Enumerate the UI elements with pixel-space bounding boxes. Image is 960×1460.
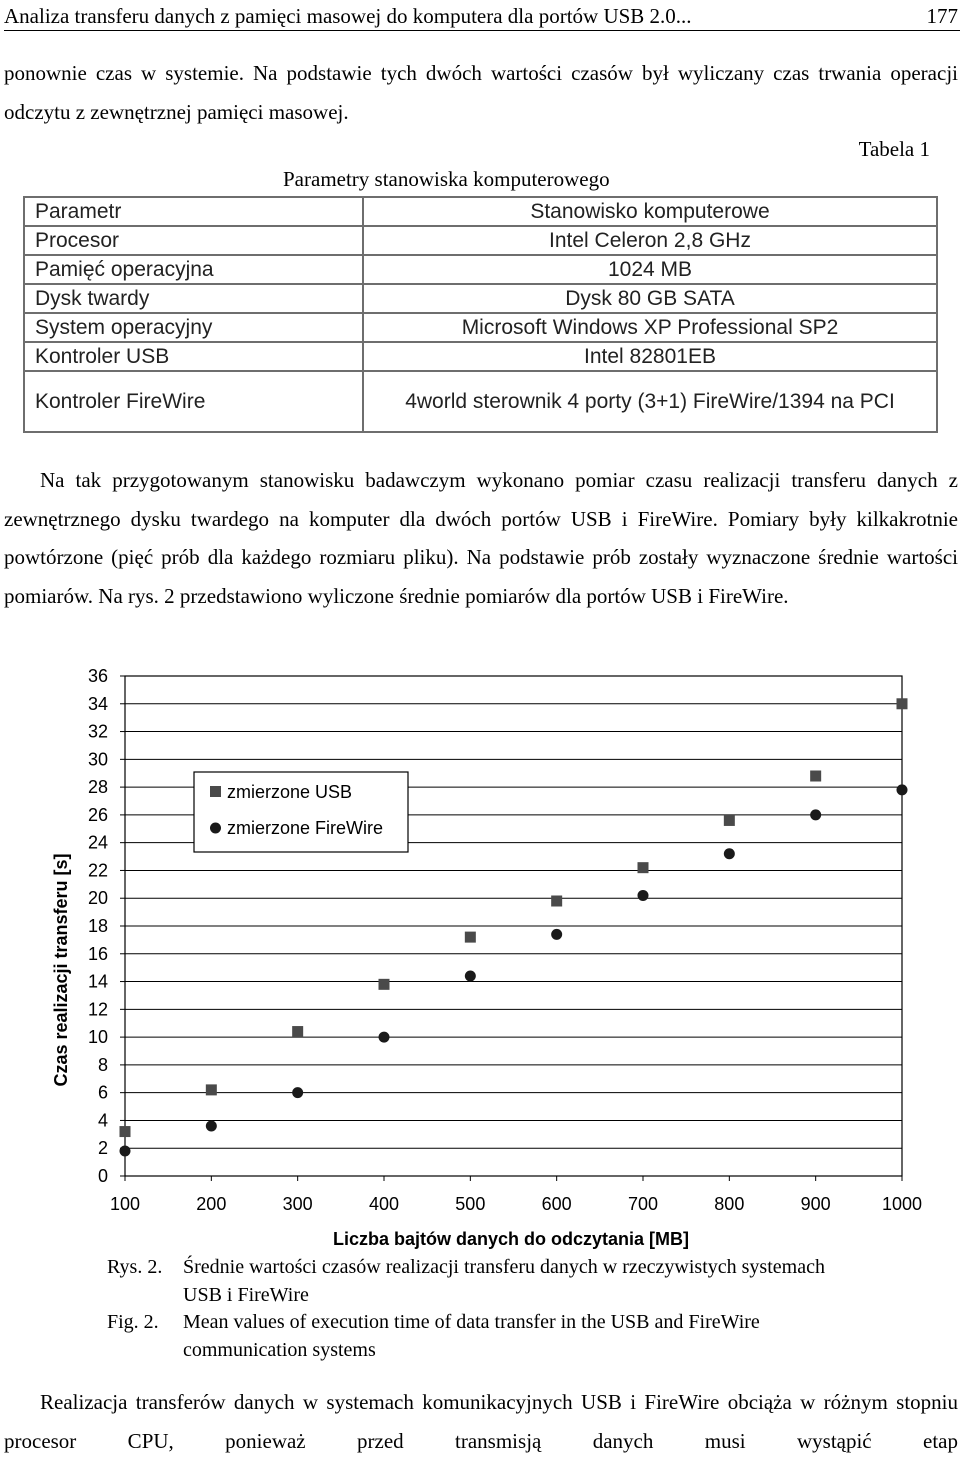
y-tick-label: 28 xyxy=(87,777,108,798)
y-tick-label: 6 xyxy=(97,1082,108,1103)
table-cell-param: Procesor xyxy=(24,226,363,255)
table-row xyxy=(24,371,937,432)
usb-point xyxy=(897,698,908,709)
y-tick-label: 14 xyxy=(87,971,108,992)
table-label: Tabela 1 xyxy=(858,137,930,161)
table-header-param: Parametr xyxy=(24,197,363,226)
x-tick-labels xyxy=(110,1194,922,1214)
legend-label-usb: zmierzone USB xyxy=(227,782,353,802)
y-tick-label: 16 xyxy=(87,943,108,964)
table-cell-value: Dysk 80 GB SATA xyxy=(363,284,937,313)
usb-point xyxy=(206,1084,217,1095)
legend xyxy=(194,772,408,852)
y-tick-label: 8 xyxy=(97,1054,108,1075)
firewire-point xyxy=(551,929,562,940)
firewire-point xyxy=(206,1121,217,1132)
y-axis-label: Czas realizacji transferu [s] xyxy=(51,853,71,1087)
paragraph-bottom: Realizacja transferów danych w systemach komunikacyjnych USB i FireWire obciąża w różnym stopniu procesor CPU, ponieważ przed transmisją danych musi wystąpić etap xyxy=(4,1390,958,1453)
y-tick-label: 26 xyxy=(87,804,108,825)
table-cell-value: 4world sterownik 4 porty (3+1) FireWire/1394 na PCI xyxy=(363,371,937,432)
x-tick-label: 800 xyxy=(714,1194,745,1214)
y-tick-label: 22 xyxy=(87,860,108,881)
usb-point xyxy=(724,815,735,826)
transfer-time-chart xyxy=(40,662,940,1254)
table-cell-value: Microsoft Windows XP Professional SP2 xyxy=(363,313,937,342)
figure-caption-en xyxy=(107,1309,867,1369)
table-cell-param: Kontroler FireWire xyxy=(24,371,363,432)
paragraph-mid: Na tak przygotowanym stanowisku badawczym wykonano pomiar czasu realizacji transferu danych z zewnętrznego dysku twardego na komputer dla dwóch portów USB i FireWire. Pomiary były kilkakrotnie powtórzone (pięć prób dla każdego rozmiaru pliku). Na podstawie prób zostały wyznaczone średnie wartości pomiarów. Na rys. 2 przedstawiono wyliczone średnie pomiarów dla portów USB i FireWire. xyxy=(4,468,958,608)
x-tick-label: 900 xyxy=(800,1194,831,1214)
usb-point xyxy=(551,896,562,907)
usb-point xyxy=(810,771,821,782)
firewire-point xyxy=(120,1146,131,1157)
x-tick-label: 700 xyxy=(627,1194,659,1214)
usb-point xyxy=(292,1026,303,1037)
usb-point xyxy=(638,862,649,873)
running-header xyxy=(4,2,960,31)
firewire-point xyxy=(292,1087,303,1098)
x-tick-label: 400 xyxy=(368,1194,400,1214)
table-header-row xyxy=(24,197,937,226)
x-tick-label: 1000 xyxy=(881,1194,923,1214)
firewire-point xyxy=(638,890,649,901)
x-tick-label: 600 xyxy=(541,1194,572,1214)
table-cell-value: Intel Celeron 2,8 GHz xyxy=(363,226,937,255)
table-row xyxy=(24,313,937,342)
figure-label-en: Fig. 2. xyxy=(107,1311,159,1333)
usb-point xyxy=(120,1126,131,1137)
firewire-point xyxy=(810,809,821,820)
x-axis-label: Liczba bajtów danych do odczytania [MB] xyxy=(332,1229,690,1249)
page-number: 177 xyxy=(926,4,958,28)
x-tick-label: 100 xyxy=(109,1194,141,1214)
legend-circle-marker xyxy=(210,823,221,834)
y-tick-label: 20 xyxy=(87,888,108,909)
firewire-point xyxy=(724,848,735,859)
table-cell-param: System operacyjny xyxy=(24,313,363,342)
y-tick-label: 18 xyxy=(87,916,108,936)
x-tick-label: 300 xyxy=(282,1194,313,1214)
table-cell-value: Intel 82801EB xyxy=(363,342,937,371)
figure-text-pl: Średnie wartości czasów realizacji transferu danych w rzeczywistych systemach USB i FireWire xyxy=(183,1256,825,1306)
y-tick-labels xyxy=(88,666,108,1186)
y-tick-label: 36 xyxy=(87,666,108,686)
legend-label-firewire: zmierzone FireWire xyxy=(227,818,384,838)
y-tick-label: 34 xyxy=(87,693,108,714)
x-tick-label: 500 xyxy=(455,1194,486,1214)
figure-label-pl: Rys. 2. xyxy=(107,1256,163,1278)
table-cell-param: Pamięć operacyjna xyxy=(24,255,363,284)
y-tick-label: 0 xyxy=(97,1166,108,1186)
firewire-point xyxy=(379,1032,390,1043)
usb-point xyxy=(379,979,390,990)
table-header-value: Stanowisko komputerowe xyxy=(363,197,937,226)
usb-point xyxy=(465,932,476,943)
table-row xyxy=(24,255,937,284)
firewire-point xyxy=(897,784,908,795)
y-tick-label: 30 xyxy=(87,749,108,770)
table-cell-param: Kontroler USB xyxy=(24,342,363,371)
table-cell-value: 1024 MB xyxy=(363,255,937,284)
parameters-table xyxy=(23,196,938,433)
figure-caption-pl xyxy=(107,1254,867,1314)
y-tick-label: 12 xyxy=(87,999,108,1020)
y-tick-label: 32 xyxy=(87,721,108,742)
table-title: Parametry stanowiska komputerowego xyxy=(283,167,610,191)
y-tick-label: 2 xyxy=(97,1138,108,1159)
y-tick-label: 10 xyxy=(87,1027,108,1048)
legend-square-marker xyxy=(210,786,221,797)
table-cell-param: Dysk twardy xyxy=(24,284,363,313)
table-row xyxy=(24,342,937,371)
x-tick-label: 200 xyxy=(196,1194,227,1214)
running-header-title: Analiza transferu danych z pamięci masowej do komputera dla portów USB 2.0... xyxy=(4,4,692,28)
table-row xyxy=(24,226,937,255)
table-row xyxy=(24,284,937,313)
paragraph-top: ponownie czas w systemie. Na podstawie tych dwóch wartości czasów był wyliczany czas trwania operacji odczytu z zewnętrznej pamięci masowej. xyxy=(4,61,958,124)
firewire-point xyxy=(465,971,476,982)
figure-text-en: Mean values of execution time of data transfer in the USB and FireWire communication systems xyxy=(183,1311,760,1361)
y-tick-label: 24 xyxy=(87,832,108,853)
y-tick-label: 4 xyxy=(97,1110,108,1131)
